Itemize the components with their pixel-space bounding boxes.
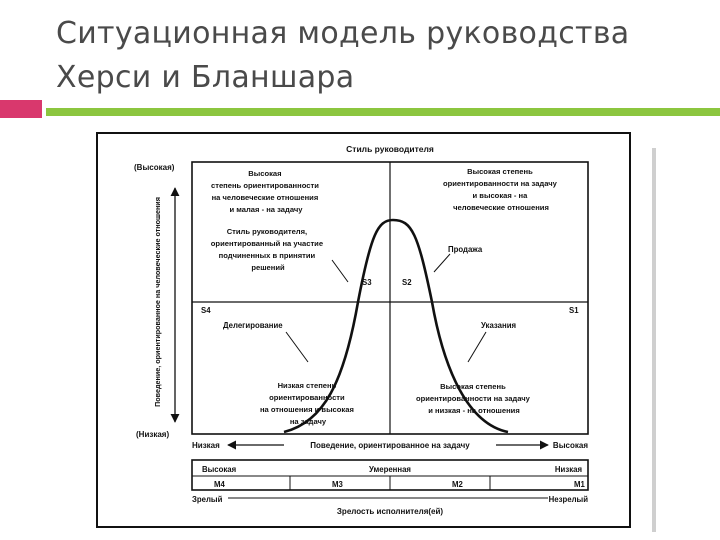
slide-title [56, 12, 696, 100]
mature-label: Зрелый [192, 495, 223, 504]
q-top-right-line: Высокая степень [467, 167, 533, 176]
m4-label: M4 [214, 480, 225, 489]
participation-pointer [332, 260, 348, 282]
m3-label: M3 [332, 480, 343, 489]
q-top-left-line: на человеческие отношения [211, 193, 319, 202]
leadership-model-diagram [96, 132, 631, 528]
participation-line: Стиль руководителя, [226, 227, 308, 236]
telling-pointer [468, 332, 486, 362]
accent-pink-bar [0, 100, 42, 118]
q-bottom-left-line: ориентированности [269, 393, 345, 402]
delegating-label: Делегирование [223, 321, 283, 330]
participation-line: решений [251, 263, 285, 272]
m1-label: M1 [574, 480, 585, 489]
s4-label: S4 [201, 306, 211, 315]
participation-line: подчиненных в принятии [218, 251, 316, 260]
q-bottom-right-line: ориентированности на задачу [415, 394, 530, 403]
accent-green-rule [46, 108, 720, 116]
delegating-pointer [286, 332, 308, 362]
slide-title-line-1: Ситуационная модель руководства [56, 16, 630, 51]
q-bottom-right-text [416, 382, 532, 415]
q-bottom-left-line: на отношения и высокая [259, 405, 354, 414]
x-low-label: Низкая [192, 441, 220, 450]
q-top-left-line: степень ориентированности [211, 181, 319, 190]
participation-style-text [211, 227, 325, 272]
x-axis-label: Поведение, ориентированное на задачу [310, 441, 470, 450]
q-top-right-line: и высокая - на [472, 191, 528, 200]
q-top-left-line: и малая - на задачу [229, 205, 303, 214]
selling-pointer [434, 254, 450, 272]
y-high-label: (Высокая) [134, 163, 175, 172]
s3-label: S3 [362, 278, 372, 287]
s1-label: S1 [569, 306, 579, 315]
q-bottom-right-line: Высокая степень [440, 382, 506, 391]
q-bottom-right-line: и низкая - на отношения [428, 406, 520, 415]
q-bottom-left-line: на задачу [289, 417, 327, 426]
maturity-moderate-label: Умеренная [369, 465, 411, 474]
y-axis-label-text: Поведение, ориентированное на человеческие отношения [153, 197, 162, 407]
y-axis-label [153, 197, 162, 407]
figure-outer-frame [97, 133, 630, 527]
q-top-right-text [443, 167, 559, 212]
q-bottom-left-text [260, 381, 356, 426]
top-title: Стиль руководителя [346, 144, 434, 154]
q-top-left-line: Высокая [248, 169, 282, 178]
x-high-label: Высокая [552, 441, 588, 450]
telling-label: Указания [481, 321, 517, 330]
immature-label: Незрелый [548, 495, 588, 504]
q-top-right-line: человеческие отношения [453, 203, 549, 212]
s2-label: S2 [402, 278, 412, 287]
maturity-axis-label: Зрелость исполнителя(ей) [336, 507, 444, 516]
maturity-low-label: Низкая [554, 465, 582, 474]
q-bottom-left-line: Низкая степень [277, 381, 337, 390]
q-top-left-text [211, 169, 321, 214]
slide-title-line-2: Херси и Бланшара [56, 60, 355, 95]
m2-label: M2 [452, 480, 463, 489]
participation-line: ориентированный на участие [210, 239, 324, 248]
y-low-label: (Низкая) [136, 430, 170, 439]
q-top-right-line: ориентированности на задачу [442, 179, 557, 188]
maturity-high-label: Высокая [202, 465, 237, 474]
right-edge-line [652, 148, 656, 532]
selling-label: Продажа [448, 245, 483, 254]
